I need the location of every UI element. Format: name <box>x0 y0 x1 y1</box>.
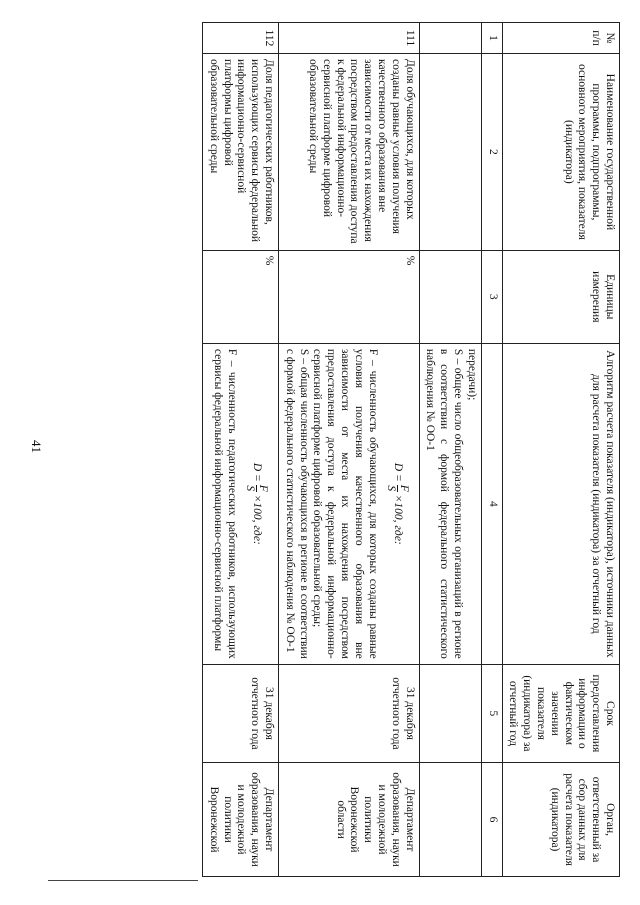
indicator-name <box>419 54 481 251</box>
rotated-page <box>45 22 620 877</box>
header-unit: Единицы измерения <box>502 250 619 343</box>
column-numbers-row <box>481 23 502 877</box>
column-number: 4 <box>481 343 502 664</box>
deadline-cell <box>419 664 481 762</box>
formula-lhs: D = <box>250 462 263 482</box>
algorithm-cell <box>202 343 278 664</box>
header-number: № п/п <box>502 23 619 54</box>
organ-cell <box>419 763 481 877</box>
organ-cell: Департамент образования, науки и молодежной политики Воронежской области <box>278 763 419 877</box>
algorithm-line: F – численность обучающихся, для которых созданы равные условия получения качественного образования вне зависимости от места их нахождения посредством предоставления доступа к федеральной информационно-сервисной платформе цифровой образовательной среды; <box>311 348 379 659</box>
deadline-cell: 31 декабря отчетного года <box>202 664 278 762</box>
deadline-cell: 31 декабря отчетного года <box>278 664 419 762</box>
unit-cell: % <box>278 250 419 343</box>
row-number <box>419 23 481 54</box>
column-number: 2 <box>481 54 502 251</box>
indicator-table <box>202 22 620 877</box>
column-number: 5 <box>481 664 502 762</box>
table-row <box>202 23 278 877</box>
formula-lhs: D = <box>391 462 404 482</box>
footer-rule <box>48 880 198 881</box>
page-number: 41 <box>29 440 44 453</box>
algorithm-line: S – общая численность обучающихся в регионе в соответствии с формой федерального статистического наблюдения № ОО-1 <box>283 348 310 659</box>
row-number: 111 <box>278 23 419 54</box>
header-deadline: Срок предоставления информации о фактическом значении показателя (индикатора) за отчетный год <box>502 664 619 762</box>
column-number: 1 <box>481 23 502 54</box>
formula <box>244 349 269 659</box>
formula-fraction <box>385 485 410 492</box>
header-name: Наименование государственной программы, подпрограммы, основного мероприятия, показателя (индикатора) <box>502 54 619 251</box>
algorithm-line: F – численность педагогических работников, использующих сервисы федеральной информационно-сервисной платформы <box>212 348 238 659</box>
formula-denominator: S <box>243 485 256 492</box>
organ-cell: Департамент образования, науки и молодежной политики Воронежской <box>202 763 278 877</box>
header-organ: Орган, ответственный за сбор данных для расчета показателя (индикатора) <box>502 763 619 877</box>
indicator-name: Доля педагогических работников, использующих сервисы федеральной информационно-сервисной платформы цифровой образовательной среды <box>202 54 278 251</box>
formula-numerator: F <box>397 484 410 492</box>
formula <box>385 349 410 659</box>
unit-cell: % <box>202 250 278 343</box>
algorithm-cell <box>419 343 481 664</box>
header-algorithm: Алгоритм расчета показателя (индикатора), источники данных для расчета показателя (индикатора) за отчетный год <box>502 343 619 664</box>
formula-fraction <box>244 485 269 492</box>
table-row <box>278 23 419 877</box>
formula-numerator: F <box>256 484 269 492</box>
column-number: 3 <box>481 250 502 343</box>
table-row <box>419 23 481 877</box>
algorithm-cell <box>278 343 419 664</box>
formula-denominator: S <box>384 485 397 492</box>
indicator-name: Доля обучающихся, для которых созданы равные условия получения качественного образования вне зависимости от места их нахождения посредством предоставления доступа к федеральной информационно-сервисной платформе цифровой образовательной среды <box>278 54 419 251</box>
row-number: 112 <box>202 23 278 54</box>
algorithm-line: передачи); <box>465 348 478 401</box>
table-header-row <box>502 23 619 877</box>
formula-rhs: ×100, где: <box>250 494 263 545</box>
column-number: 6 <box>481 763 502 877</box>
algorithm-line: S – общее число общеобразовательных организаций в регионе в соответствии с формой федерального статистического наблюдения № ОО-1 <box>424 348 465 659</box>
formula-rhs: ×100, где: <box>391 494 404 545</box>
unit-cell <box>419 250 481 343</box>
